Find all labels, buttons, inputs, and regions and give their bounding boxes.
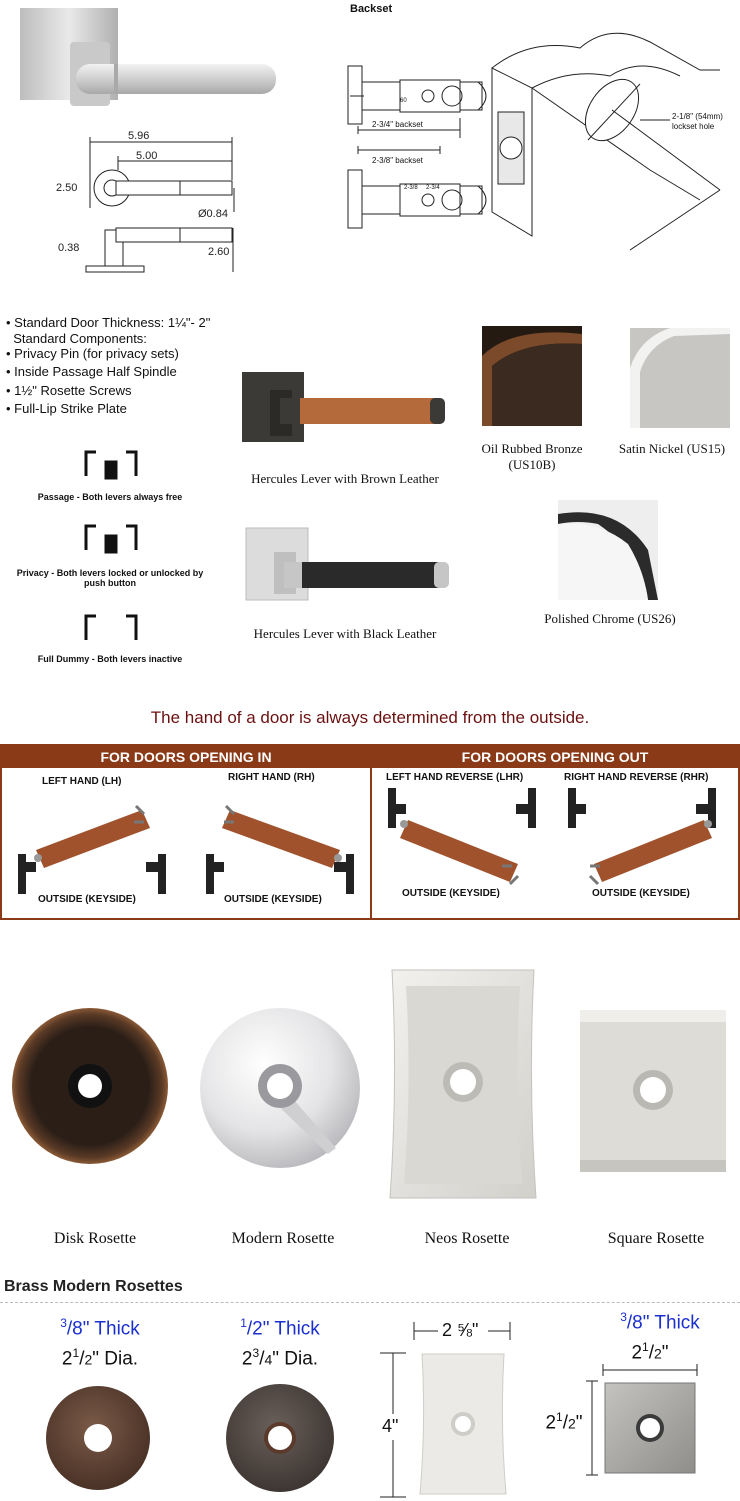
r2-dia-den: 4: [264, 1351, 273, 1368]
disk-rosette-caption: Disk Rosette: [53, 1230, 137, 1247]
neos-rosette-caption: Neos Rosette: [424, 1230, 510, 1247]
dummy-lever-icon: [82, 606, 140, 648]
r4-h-whole: 2: [545, 1412, 557, 1434]
brass-rosette-3-image: [418, 1352, 508, 1496]
brown-leather-lever-image: [240, 368, 450, 448]
opening-in-panel: [0, 744, 372, 920]
spec-item: Standard Components:: [6, 330, 147, 346]
square-rosette-caption: Square Rosette: [607, 1230, 705, 1247]
dim-0-38: 0.38: [58, 242, 80, 254]
r3-height-label: 4": [382, 1416, 399, 1436]
right-hand-reverse-door-diagram: [562, 786, 732, 896]
spec-item: • 1½" Rosette Screws: [6, 382, 132, 398]
satin-nickel-swatch: [630, 328, 730, 428]
brass-section-divider: [0, 1302, 740, 1303]
r4-thick-den: 8: [632, 1312, 643, 1334]
brass-rosette-4-image: [604, 1382, 696, 1474]
latch-label-234: 2-3/4: [426, 185, 440, 191]
black-leather-caption: Hercules Lever with Black Leather: [253, 626, 437, 641]
opening-out-header: FOR DOORS OPENING OUT: [372, 746, 738, 768]
r1-thick-txt: " Thick: [82, 1318, 140, 1340]
dummy-caption: Full Dummy - Both levers inactive: [37, 654, 183, 664]
brass-rosette-1-image: [44, 1384, 152, 1492]
lever-dimension-drawing: [50, 128, 240, 286]
spec-item: • Full-Lip Strike Plate: [6, 401, 127, 416]
backset-title: Backset: [350, 3, 393, 15]
modern-rosette-image: [198, 1006, 362, 1170]
r2-thick-num: 1: [240, 1316, 247, 1330]
r2-dia-whole: 2: [241, 1348, 253, 1370]
outside-label-lh: OUTSIDE (KEYSIDE): [38, 894, 136, 905]
privacy-caption: Privacy - Both levers locked or unlocked by push button: [16, 568, 204, 588]
right-hand-door-diagram: [200, 786, 370, 896]
r2-thick-txt: " Thick: [262, 1318, 320, 1340]
r4-thick-txt: " Thick: [642, 1312, 700, 1334]
passage-caption: Passage - Both levers always free: [37, 492, 183, 502]
left-hand-reverse-label: LEFT HAND REVERSE (LHR): [386, 772, 524, 783]
lockset-hole-label-2: lockset hole: [672, 122, 715, 131]
opening-out-panel: [370, 744, 740, 920]
r4-w-txt: ": [661, 1342, 669, 1364]
dim-2-60: 2.60: [208, 246, 230, 258]
opening-in-header: FOR DOORS OPENING IN: [2, 746, 370, 768]
polished-chrome-swatch: [558, 500, 658, 600]
r4-width-label: $2^1/2$": [631, 1340, 669, 1364]
r1-dia-txt: " Dia.: [92, 1348, 139, 1370]
spec-item: • Privacy Pin (for privacy sets): [6, 345, 179, 361]
left-hand-door-diagram: [12, 786, 182, 896]
spec-list: [6, 314, 246, 419]
r1-diameter-label: $2^1/2$" Dia.: [61, 1346, 139, 1370]
privacy-function: [10, 516, 210, 596]
spec-item: • Inside Passage Half Spindle: [6, 364, 177, 379]
spec-item: • Standard Door Thickness: 1¼"- 2": [6, 315, 211, 330]
dim-0-84: Ø0.84: [198, 208, 228, 220]
r2-dia-txt: " Dia.: [272, 1348, 319, 1370]
dummy-function: [10, 606, 210, 670]
outside-label-rh: OUTSIDE (KEYSIDE): [224, 894, 322, 905]
oil-rubbed-bronze-caption: Oil Rubbed Bronze (US10B): [481, 441, 583, 472]
satin-nickel-caption: Satin Nickel (US15): [618, 441, 726, 456]
backset-diagram: [340, 20, 740, 270]
brass-rosette-2-image: [224, 1382, 336, 1494]
r4-h-txt: ": [575, 1412, 583, 1434]
polished-chrome-caption: Polished Chrome (US26): [544, 611, 676, 626]
right-hand-reverse-label: RIGHT HAND REVERSE (RHR): [564, 772, 709, 783]
door-hand-headline: The hand of a door is always determined from the outside.: [150, 708, 590, 727]
r1-thick-num: 3: [60, 1316, 67, 1330]
r3-width-dimension: [412, 1320, 512, 1342]
modern-rosette-caption: Modern Rosette: [231, 1230, 335, 1247]
r1-dia-den: 2: [84, 1351, 93, 1368]
r4-w-num: 1: [642, 1340, 649, 1354]
r4-thickness-label: $^3$/8" Thick: [620, 1310, 700, 1334]
dim-5-00: 5.00: [136, 150, 158, 162]
right-hand-label: RIGHT HAND (RH): [228, 772, 315, 783]
r4-thick-num: 3: [620, 1310, 627, 1324]
privacy-lever-icon: [82, 516, 140, 558]
r4-h-num: 1: [556, 1410, 563, 1424]
r4-height-label: $2^1/2$": [545, 1410, 583, 1434]
left-hand-reverse-door-diagram: [382, 786, 552, 896]
r4-height-dimension-line: [584, 1380, 600, 1476]
latch-label-60: 60: [400, 98, 407, 104]
r1-thickness-label: $^3$/8" Thick: [60, 1316, 140, 1340]
outside-label-rhr: OUTSIDE (KEYSIDE): [592, 888, 690, 899]
lockset-hole-label-1: 2-1/8" (54mm): [672, 112, 723, 121]
r1-dia-num: 1: [72, 1346, 80, 1360]
disk-rosette-image: [10, 1006, 170, 1166]
neos-rosette-image: [386, 966, 540, 1202]
square-rosette-image: [580, 1010, 726, 1172]
r2-diameter-label: $2^3/4$" Dia.: [241, 1346, 319, 1370]
r3-width-label: 2 ⅝": [442, 1320, 479, 1340]
r1-thick-den: 8: [72, 1318, 83, 1340]
brass-section-title: Brass Modern Rosettes: [4, 1278, 183, 1295]
r4-w-whole: 2: [631, 1342, 643, 1364]
r2-dia-num: 3: [252, 1346, 260, 1360]
dim-5-96: 5.96: [128, 130, 150, 142]
black-leather-lever-image: [244, 524, 454, 604]
r1-dia-whole: 2: [61, 1348, 73, 1370]
passage-function: [10, 442, 210, 508]
dim-2-50: 2.50: [56, 182, 78, 194]
lever-product-image: [18, 4, 290, 132]
passage-lever-icon: [82, 442, 140, 484]
r2-thickness-label: $^1$/2" Thick: [240, 1316, 320, 1340]
backset-2-3-4-label: 2-3/4" backset: [372, 120, 423, 129]
brown-leather-caption: Hercules Lever with Brown Leather: [251, 471, 439, 486]
left-hand-label: LEFT HAND (LH): [42, 776, 122, 787]
r4-width-dimension-line: [602, 1362, 698, 1378]
oil-rubbed-bronze-swatch: [482, 326, 582, 426]
r4-w-den: 2: [654, 1345, 662, 1362]
outside-label-lhr: OUTSIDE (KEYSIDE): [402, 888, 500, 899]
latch-label-238: 2-3/8: [404, 185, 418, 191]
backset-2-3-8-label: 2-3/8" backset: [372, 156, 423, 165]
r4-h-den: 2: [568, 1415, 576, 1432]
r2-thick-den: 2: [252, 1318, 263, 1340]
r3-height-dimension: [376, 1352, 410, 1498]
